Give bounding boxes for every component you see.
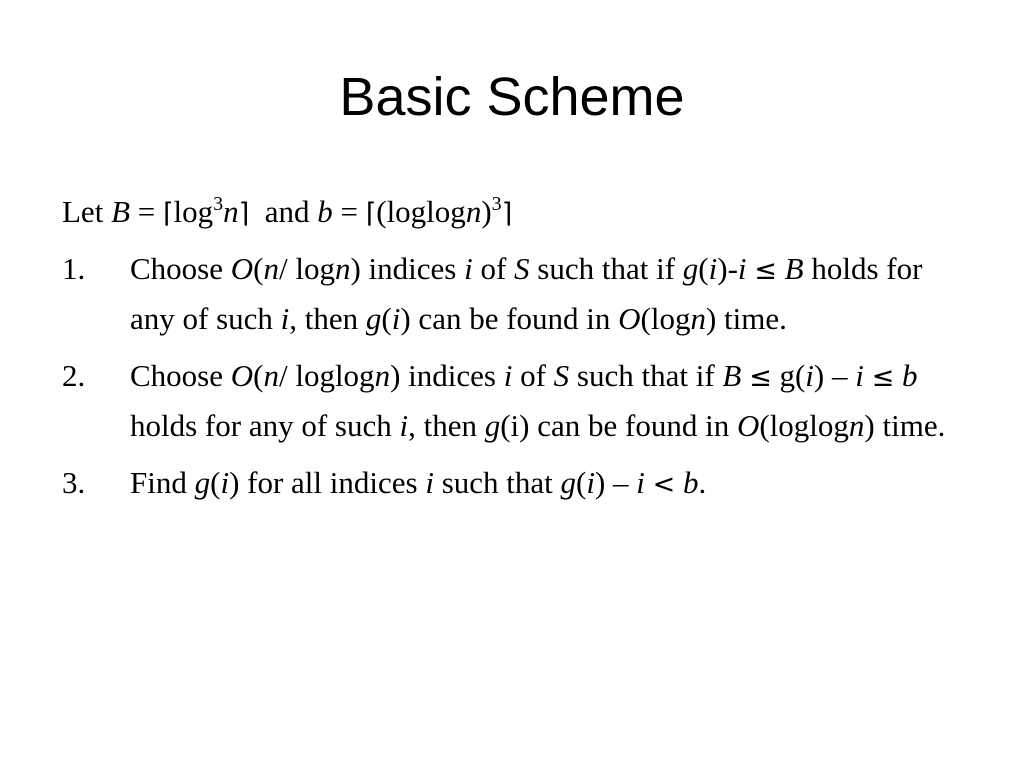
ceil-close-symbol: ⌉ xyxy=(238,198,250,229)
text: / log xyxy=(278,251,335,286)
var-g: g xyxy=(194,465,211,500)
text: log xyxy=(173,194,214,229)
text: , then xyxy=(289,301,366,336)
ceil-open-symbol: ⌈ xyxy=(162,198,174,229)
list-item xyxy=(62,245,972,343)
text: (i) can be found in xyxy=(500,408,737,443)
text: ( xyxy=(576,465,587,500)
var-n: n xyxy=(374,358,391,393)
text: / loglog xyxy=(278,358,375,393)
var-i: i xyxy=(220,465,230,500)
var-g: g xyxy=(365,301,382,336)
text: ( xyxy=(253,251,264,286)
text: , then xyxy=(408,408,485,443)
item-number: 2. xyxy=(62,358,86,393)
text: ) – xyxy=(813,358,856,393)
var-n: n xyxy=(263,358,279,393)
text: holds for any of such xyxy=(130,408,400,443)
ceil-open-symbol: ⌈ xyxy=(365,198,377,229)
var-b: b xyxy=(902,358,918,393)
intro-line xyxy=(62,188,972,238)
var-n: n xyxy=(690,301,706,336)
equals-sign: = xyxy=(340,194,358,229)
text: Choose xyxy=(130,251,231,286)
var-i: i xyxy=(503,358,513,393)
var-b: b xyxy=(683,465,699,500)
text: such that if xyxy=(529,251,683,286)
var-n: n xyxy=(334,251,351,286)
text: ) indices xyxy=(350,251,465,286)
exponent: 3 xyxy=(491,193,502,215)
text: ( xyxy=(381,301,392,336)
var-n: n xyxy=(263,251,279,286)
text: . xyxy=(698,465,707,500)
list-item xyxy=(62,459,972,509)
var-n: n xyxy=(848,408,865,443)
var-i: i xyxy=(464,251,473,286)
var-O: O xyxy=(230,251,254,286)
steps-list xyxy=(62,245,972,509)
var-O: O xyxy=(230,358,254,393)
equals-sign: = xyxy=(137,194,156,229)
text: ) – xyxy=(594,465,637,500)
text: Let xyxy=(62,194,104,229)
relation-symbol: ≤ xyxy=(871,362,895,393)
var-O: O xyxy=(618,301,641,336)
var-i: i xyxy=(737,251,747,286)
item-number: 1. xyxy=(62,251,86,286)
text: such that if xyxy=(569,358,723,393)
var-i: i xyxy=(425,465,434,500)
var-g: g xyxy=(560,465,577,500)
text: ) indices xyxy=(390,358,504,393)
text: such that xyxy=(433,465,561,500)
var-n: n xyxy=(223,194,239,229)
text: Find xyxy=(130,465,195,500)
text: ) for all indices xyxy=(229,465,426,500)
text: ) can be found in xyxy=(400,301,619,336)
text: ) time. xyxy=(705,301,787,336)
var-B: B xyxy=(722,358,742,393)
list-item xyxy=(62,352,972,450)
text: ) xyxy=(481,194,492,229)
relation-symbol: < xyxy=(652,469,676,500)
var-n: n xyxy=(465,194,482,229)
var-i: i xyxy=(855,358,864,393)
text: (loglog xyxy=(759,408,849,443)
var-i: i xyxy=(636,465,645,500)
text: Choose xyxy=(130,358,231,393)
var-b: b xyxy=(317,194,333,229)
text: of xyxy=(472,251,515,286)
text: (log xyxy=(640,301,691,336)
relation-symbol: ≤ xyxy=(749,362,772,393)
var-S: S xyxy=(553,358,570,393)
var-i: i xyxy=(586,465,595,500)
slide-title: Basic Scheme xyxy=(339,67,685,127)
var-i: i xyxy=(399,408,409,443)
text: holds for any of such xyxy=(130,251,923,336)
exponent: 3 xyxy=(213,193,224,215)
var-S: S xyxy=(514,251,530,286)
var-B: B xyxy=(111,194,130,229)
ceil-close-symbol: ⌉ xyxy=(501,198,513,229)
var-B: B xyxy=(784,251,804,286)
text: ) time. xyxy=(864,408,946,443)
text: ( xyxy=(253,358,264,393)
var-i: i xyxy=(708,251,718,286)
text: and xyxy=(264,194,310,229)
text: ( xyxy=(698,251,709,286)
var-i: i xyxy=(805,358,814,393)
var-i: i xyxy=(391,301,401,336)
var-O: O xyxy=(736,408,760,443)
text: )- xyxy=(717,251,738,286)
text: ( xyxy=(210,465,221,500)
relation-symbol: ≤ xyxy=(754,255,777,286)
var-g: g xyxy=(682,251,699,286)
var-i: i xyxy=(280,301,290,336)
item-number: 3. xyxy=(62,465,86,500)
text: g( xyxy=(779,358,806,393)
slide-body xyxy=(62,188,972,518)
text: (loglog xyxy=(376,194,466,229)
var-g: g xyxy=(484,408,501,443)
text: of xyxy=(512,358,554,393)
